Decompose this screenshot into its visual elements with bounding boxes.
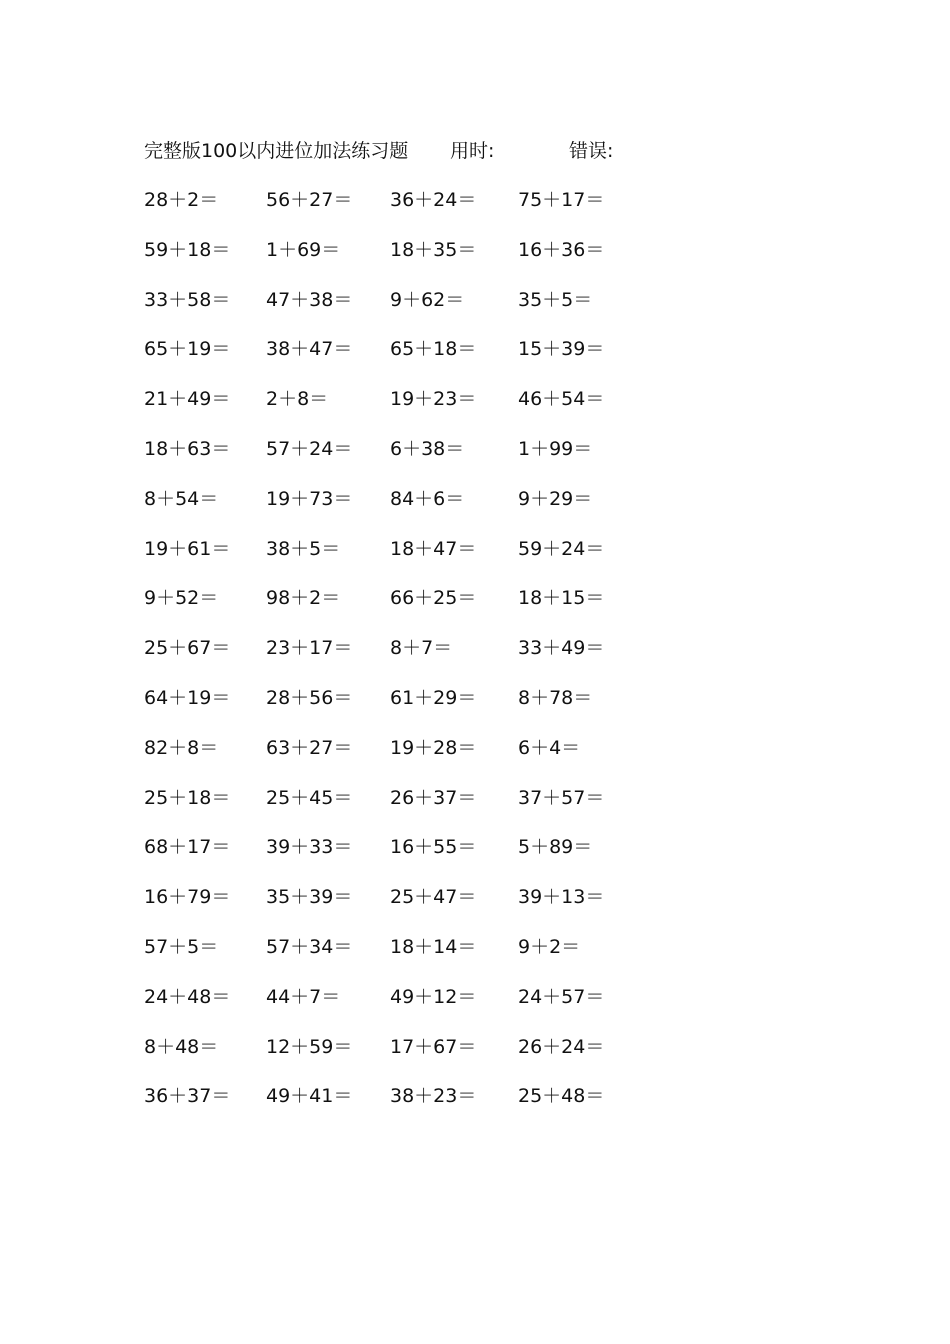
addition-problem: 18＋35＝: [390, 238, 477, 261]
problem-row: [0, 932, 950, 962]
addition-problem: 39＋33＝: [266, 836, 353, 859]
addition-problem: 47＋38＝: [266, 288, 353, 311]
addition-problem: 38＋23＝: [390, 1085, 477, 1108]
addition-problem: 24＋57＝: [518, 985, 605, 1008]
addition-problem: 28＋56＝: [266, 687, 353, 709]
addition-problem: 21＋49＝: [144, 388, 231, 411]
problem-row: [0, 882, 950, 912]
addition-problem: 44＋7＝: [266, 985, 341, 1008]
problem-row: [0, 832, 950, 862]
addition-problem: 38＋5＝: [266, 537, 341, 560]
addition-problem: 16＋36＝: [518, 238, 605, 261]
addition-problem: 39＋13＝: [518, 886, 605, 909]
problem-row: [0, 434, 950, 464]
addition-problem: 5＋89＝: [518, 836, 593, 859]
addition-problem: 9＋52＝: [144, 587, 219, 610]
addition-problem: 68＋17＝: [144, 836, 231, 859]
addition-problem: 8＋7＝: [390, 637, 453, 660]
addition-problem: 26＋24＝: [518, 1035, 605, 1058]
worksheet-header: [144, 137, 744, 165]
addition-problem: 24＋48＝: [144, 985, 231, 1008]
addition-problem: 46＋54＝: [518, 388, 605, 411]
problem-row: [0, 285, 950, 315]
problem-row: [0, 982, 950, 1012]
addition-problem: 65＋19＝: [144, 338, 231, 361]
addition-problem: 63＋27＝: [266, 736, 353, 759]
addition-problem: 17＋67＝: [390, 1035, 477, 1058]
errors-label: 错误:: [569, 140, 614, 162]
addition-problem: 57＋24＝: [266, 438, 353, 460]
addition-problem: 59＋18＝: [144, 238, 231, 261]
addition-problem: 25＋45＝: [266, 786, 353, 809]
addition-problem: 49＋41＝: [266, 1085, 353, 1108]
addition-problem: 33＋58＝: [144, 288, 231, 311]
problem-row: [0, 185, 950, 215]
addition-problem: 65＋18＝: [390, 338, 477, 361]
addition-problem: 28＋2＝: [144, 189, 219, 211]
addition-problem: 84＋6＝: [390, 487, 465, 510]
addition-problem: 36＋24＝: [390, 189, 477, 211]
problem-row: [0, 384, 950, 414]
addition-problem: 25＋47＝: [390, 886, 477, 909]
addition-problem: 98＋2＝: [266, 587, 341, 610]
addition-problem: 49＋12＝: [390, 985, 477, 1008]
addition-problem: 9＋29＝: [518, 487, 593, 510]
problem-row: [0, 733, 950, 763]
addition-problem: 18＋15＝: [518, 587, 605, 610]
problem-row: [0, 235, 950, 265]
addition-problem: 6＋38＝: [390, 438, 465, 460]
addition-problem: 56＋27＝: [266, 189, 353, 211]
addition-problem: 1＋99＝: [518, 438, 593, 460]
addition-problem: 18＋63＝: [144, 438, 231, 460]
addition-problem: 25＋48＝: [518, 1085, 605, 1108]
addition-problem: 57＋5＝: [144, 936, 219, 958]
addition-problem: 61＋29＝: [390, 687, 477, 709]
addition-problem: 38＋47＝: [266, 338, 353, 361]
problem-row: [0, 1081, 950, 1111]
addition-problem: 15＋39＝: [518, 338, 605, 361]
addition-problem: 8＋54＝: [144, 487, 219, 510]
problem-row: [0, 484, 950, 514]
addition-problem: 8＋48＝: [144, 1035, 219, 1058]
addition-problem: 2＋8＝: [266, 388, 329, 411]
problem-row: [0, 633, 950, 663]
addition-problem: 33＋49＝: [518, 637, 605, 660]
addition-problem: 12＋59＝: [266, 1035, 353, 1058]
time-label: 用时:: [450, 140, 495, 162]
problem-row: [0, 534, 950, 564]
addition-problem: 19＋61＝: [144, 537, 231, 560]
addition-problem: 25＋67＝: [144, 637, 231, 660]
problem-row: [0, 783, 950, 813]
addition-problem: 8＋78＝: [518, 687, 593, 709]
worksheet-title: 完整版100以内进位加法练习题: [144, 140, 409, 162]
addition-problem: 26＋37＝: [390, 786, 477, 809]
addition-problem: 9＋2＝: [518, 936, 581, 958]
addition-problem: 57＋34＝: [266, 936, 353, 958]
addition-problem: 66＋25＝: [390, 587, 477, 610]
addition-problem: 1＋69＝: [266, 238, 341, 261]
problem-row: [0, 1032, 950, 1062]
addition-problem: 59＋24＝: [518, 537, 605, 560]
addition-problem: 18＋14＝: [390, 936, 477, 958]
addition-problem: 19＋28＝: [390, 736, 477, 759]
problem-row: [0, 683, 950, 713]
addition-problem: 23＋17＝: [266, 637, 353, 660]
addition-problem: 82＋8＝: [144, 736, 219, 759]
addition-problem: 35＋39＝: [266, 886, 353, 909]
addition-problem: 18＋47＝: [390, 537, 477, 560]
addition-problem: 75＋17＝: [518, 189, 605, 211]
addition-problem: 37＋57＝: [518, 786, 605, 809]
addition-problem: 35＋5＝: [518, 288, 593, 311]
problem-row: [0, 334, 950, 364]
problem-row: [0, 583, 950, 613]
addition-problem: 19＋73＝: [266, 487, 353, 510]
addition-problem: 9＋62＝: [390, 288, 465, 311]
addition-problem: 19＋23＝: [390, 388, 477, 411]
addition-problem: 36＋37＝: [144, 1085, 231, 1108]
addition-problem: 25＋18＝: [144, 786, 231, 809]
addition-problem: 16＋55＝: [390, 836, 477, 859]
addition-problem: 64＋19＝: [144, 687, 231, 709]
addition-problem: 16＋79＝: [144, 886, 231, 909]
addition-problem: 6＋4＝: [518, 736, 581, 759]
